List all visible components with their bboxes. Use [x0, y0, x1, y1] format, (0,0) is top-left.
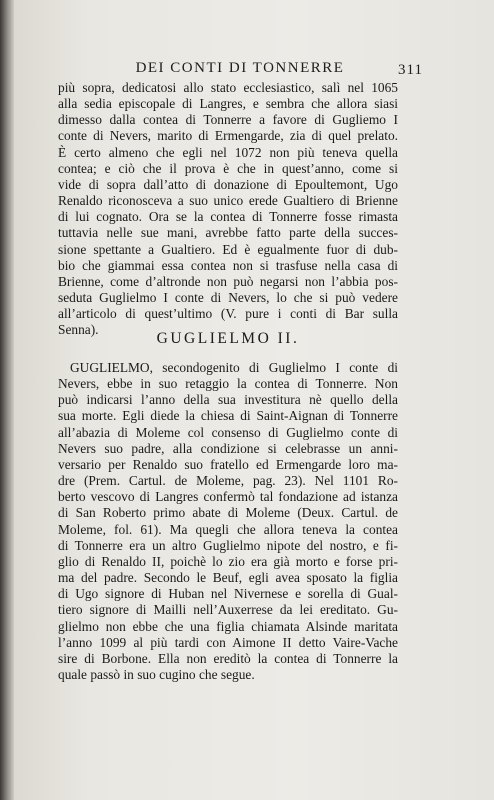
- text-line: sire di Borbone. Ella non ereditò la contea di Tonnerre la: [58, 650, 398, 666]
- text-line: tuttavia nelle sue mani, avrebbe fatto parte della succes-: [58, 225, 398, 241]
- text-line: Nevers suo padre, alla condizione si celebrasse un anni-: [58, 440, 398, 456]
- text-line: contea; e ciò che il prova è che in quest’anno, come si: [58, 160, 398, 176]
- text-line: Brienne, come d’altronde non può negarsi non l’abbia pos-: [58, 273, 398, 289]
- text-line: dimesso dalla contea di Tonnerre a favore di Gugliemo I: [58, 112, 398, 128]
- text-line: alla sedia episcopale di Langres, e sembra che allora siasi: [58, 96, 398, 112]
- text-line: glio di Renaldo II, poichè lo zio era già morto e forse pri-: [58, 553, 398, 569]
- running-title: DEI CONTI DI TONNERRE: [135, 60, 345, 76]
- text-line: glielmo non ebbe che una figlia chiamata Alsinde maritata: [58, 618, 398, 634]
- text-line: l’anno 1099 al più tardi con Aimone II detto Vaire-Vache: [58, 634, 398, 650]
- paragraph-guglielmo-ii: [58, 360, 398, 683]
- book-gutter: [0, 0, 14, 800]
- text-line: vide di sopra dall’atto di donazione di Epoultemont, Ugo: [58, 176, 398, 192]
- text-line: quale passò in suo cugino che segue.: [58, 666, 255, 682]
- text-line: dre (Prem. Cartul. de Moleme, pag. 23). Nel 1101 Ro-: [58, 473, 398, 489]
- text-line: bio che giammai essa contea non si trasfuse nella casa di: [58, 257, 398, 273]
- text-line: Moleme, fol. 61). Ma quegli che allora teneva la contea: [58, 521, 398, 537]
- text-line: conte di Nevers, marito di Ermengarde, zia di quel prelato.: [58, 128, 398, 144]
- text-line: Nevers, ebbe in suo retaggio la contea di Tonnerre. Non: [58, 376, 398, 392]
- text-line: di lui cognato. Ora se la contea di Tonnerre fosse rimasta: [58, 209, 398, 225]
- text-line: versario per Renaldo suo fratello ed Ermengarde loro ma-: [58, 456, 398, 472]
- text-line: all’abazia di Moleme col consenso di Guglielmo conte di: [58, 424, 398, 440]
- text-line: può indicarsi l’anno della sua investitura nè quello della: [58, 392, 398, 408]
- text-line: Senna).: [58, 322, 99, 338]
- text-line: più sopra, dedicatosi allo stato ecclesiastico, salì nel 1065: [58, 80, 398, 95]
- text-line: GUGLIELMO, secondogenito di Guglielmo I conte di: [70, 360, 398, 375]
- text-line: seduta Guglielmo I conte di Nevers, lo che si può vedere: [58, 290, 398, 306]
- paragraph-continuation: [58, 80, 398, 339]
- text-line: di Ugo signore di Huban nel Nivernese e sorella di Gual-: [58, 586, 398, 602]
- text-line: È certo almeno che egli nel 1072 non più teneva quella: [58, 144, 398, 160]
- text-line: all’articolo di quest’ultimo (V. pure i conti di Bar sulla: [58, 306, 398, 322]
- text-line: di Tonnerre era un altro Guglielmo nipote del nostro, e fi-: [58, 537, 398, 553]
- text-line: ma del padre. Secondo le Beuf, egli avea sposato la figlia: [58, 570, 398, 586]
- text-line: tiero signore di Mailli nell’Auxerrese da lei ereditato. Gu-: [58, 602, 398, 618]
- text-line: di San Roberto primo abate di Moleme (Deux. Cartul. de: [58, 505, 398, 521]
- text-line: Renaldo riconosceva a suo unico erede Gualtiero di Brienne: [58, 193, 398, 209]
- text-line: sua morte. Egli diede la chiesa di Saint-Aignan di Tonnerre: [58, 408, 398, 424]
- page-number: 311: [398, 62, 423, 78]
- section-title: GUGLIELMO II.: [156, 330, 300, 347]
- text-line: sione spettante a Gualtiero. Ed è egualmente fuor di dub-: [58, 241, 398, 257]
- text-line: berto vescovo di Langres confermò tal fondazione ad istanza: [58, 489, 398, 505]
